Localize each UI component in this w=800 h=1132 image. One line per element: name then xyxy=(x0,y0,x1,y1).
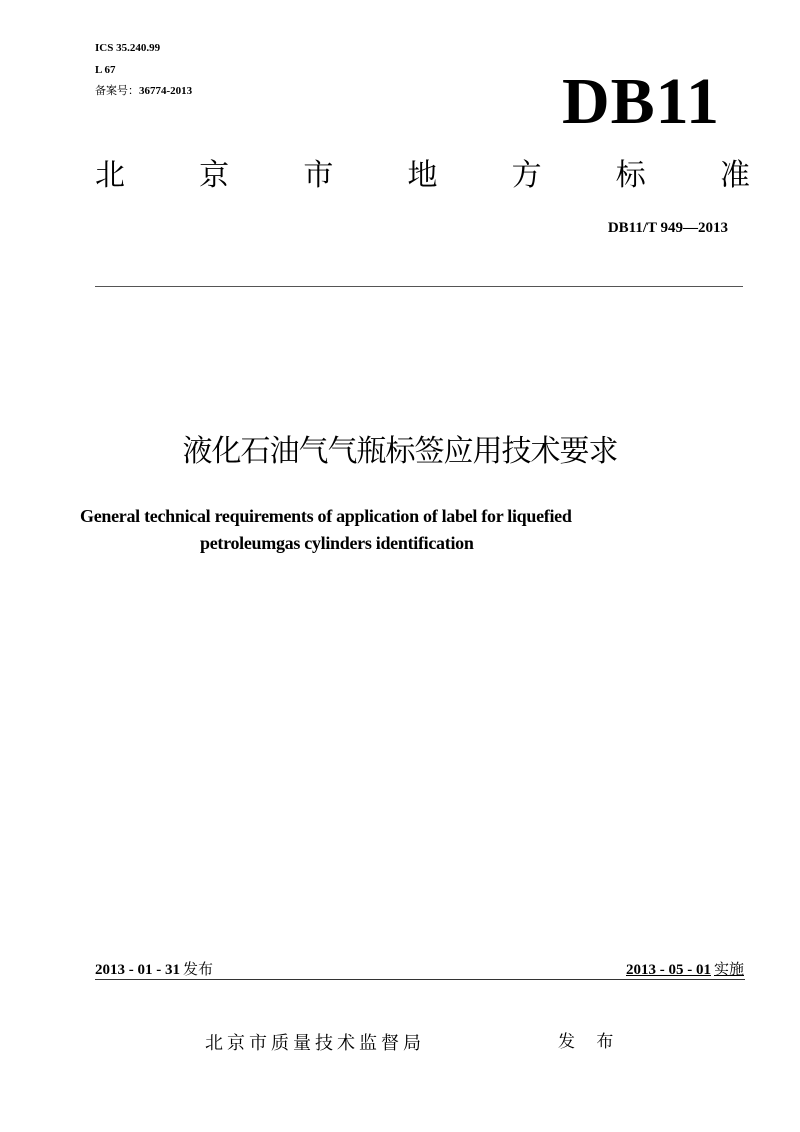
heading-char: 标 xyxy=(615,158,646,193)
implementation-date-label: 实施 xyxy=(713,960,744,978)
document-title-english-line-2: petroleumgas cylinders identification xyxy=(200,533,474,553)
issue-date xyxy=(95,958,213,981)
document-title-english-line-1: General technical requirements of application of label for liquefied xyxy=(80,506,572,526)
document-title-chinese: 液化石油气气瓶标签应用技术要求 xyxy=(182,434,618,469)
issue-date-label: 发布 xyxy=(183,960,214,978)
ics-code: ICS 35.240.99 xyxy=(95,42,161,54)
standard-code-logo: DB11 xyxy=(561,65,720,138)
ccs-code: L 67 xyxy=(95,64,116,76)
implementation-date xyxy=(626,958,744,981)
publish-label: 发 布 xyxy=(558,1032,622,1052)
filing-record xyxy=(95,84,192,98)
heading-char: 北 xyxy=(95,158,125,193)
heading-char: 准 xyxy=(719,158,750,193)
issuing-authority: 北京市质量技术监督局 xyxy=(205,1033,425,1054)
filing-number: 36774-2013 xyxy=(139,85,193,97)
heading-char: 地 xyxy=(407,158,438,193)
local-standard-heading xyxy=(95,156,750,196)
issue-date-value: 2013 - 01 - 31 xyxy=(95,962,180,978)
heading-char: 京 xyxy=(199,158,230,193)
footer-divider xyxy=(95,979,745,980)
heading-char: 市 xyxy=(303,158,334,193)
standard-number: DB11/T 949—2013 xyxy=(607,220,728,236)
filing-label: 备案号： xyxy=(95,84,139,97)
header-divider xyxy=(95,286,743,287)
heading-char: 方 xyxy=(511,158,542,193)
implementation-date-value: 2013 - 05 - 01 xyxy=(625,962,711,978)
